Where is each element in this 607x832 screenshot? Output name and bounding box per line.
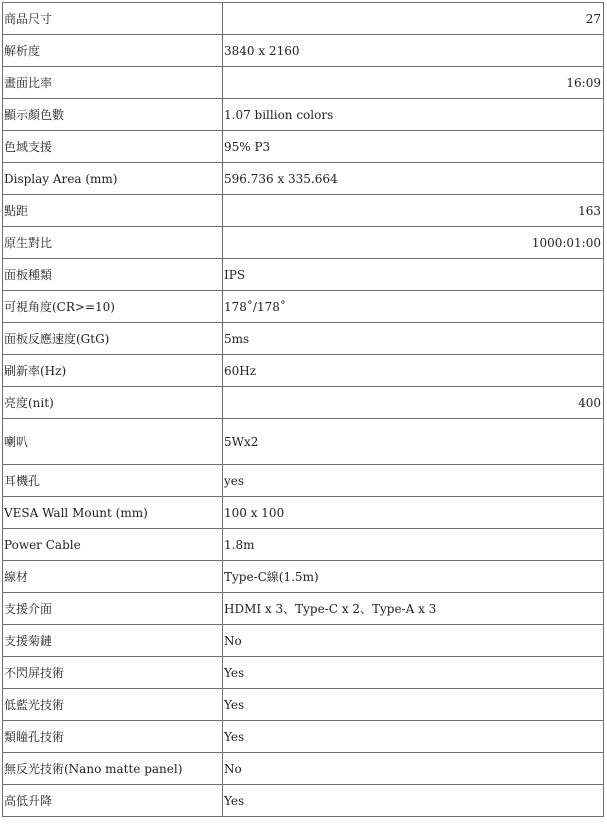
spec-label: 不閃屏技術 xyxy=(3,657,223,689)
spec-value: Type-C線(1.5m) xyxy=(223,561,604,593)
spec-label: 線材 xyxy=(3,561,223,593)
table-row xyxy=(3,291,604,323)
spec-value: 5Wx2 xyxy=(223,419,604,465)
spec-label: 無反光技術(Nano matte panel) xyxy=(3,753,223,785)
spec-value: 60Hz xyxy=(223,355,604,387)
spec-value: 596.736 x 335.664 xyxy=(223,163,604,195)
spec-value: No xyxy=(223,625,604,657)
spec-value: No xyxy=(223,753,604,785)
spec-value: Yes xyxy=(223,689,604,721)
table-row xyxy=(3,625,604,657)
spec-label: 耳機孔 xyxy=(3,465,223,497)
spec-label: 顯示顏色數 xyxy=(3,99,223,131)
table-row xyxy=(3,323,604,355)
spec-value: 400 xyxy=(223,387,604,419)
spec-value: 27 xyxy=(223,3,604,35)
spec-value: Yes xyxy=(223,721,604,753)
spec-table-body xyxy=(3,3,604,817)
spec-label: 低藍光技術 xyxy=(3,689,223,721)
spec-label: 刷新率(Hz) xyxy=(3,355,223,387)
spec-label: 高低升降 xyxy=(3,785,223,817)
spec-value: 3840 x 2160 xyxy=(223,35,604,67)
spec-value: 163 xyxy=(223,195,604,227)
table-row xyxy=(3,529,604,561)
spec-label: 解析度 xyxy=(3,35,223,67)
spec-label: 亮度(nit) xyxy=(3,387,223,419)
spec-label: 面板種類 xyxy=(3,259,223,291)
spec-value: 1.07 billion colors xyxy=(223,99,604,131)
table-row xyxy=(3,35,604,67)
table-row xyxy=(3,195,604,227)
spec-label: 支援介面 xyxy=(3,593,223,625)
table-row xyxy=(3,67,604,99)
table-row xyxy=(3,785,604,817)
spec-value: IPS xyxy=(223,259,604,291)
spec-label: 點距 xyxy=(3,195,223,227)
table-row xyxy=(3,387,604,419)
table-row xyxy=(3,689,604,721)
table-row xyxy=(3,227,604,259)
spec-label: 可視角度(CR>=10) xyxy=(3,291,223,323)
table-row xyxy=(3,163,604,195)
spec-label: 原生對比 xyxy=(3,227,223,259)
table-row xyxy=(3,99,604,131)
spec-value: Yes xyxy=(223,657,604,689)
spec-label: Power Cable xyxy=(3,529,223,561)
table-row xyxy=(3,753,604,785)
table-row xyxy=(3,497,604,529)
table-row xyxy=(3,131,604,163)
spec-label: 色域支援 xyxy=(3,131,223,163)
spec-value: 178˚/178˚ xyxy=(223,291,604,323)
spec-label: 畫面比率 xyxy=(3,67,223,99)
spec-label: VESA Wall Mount (mm) xyxy=(3,497,223,529)
spec-label: 面板反應速度(GtG) xyxy=(3,323,223,355)
spec-value: 1000:01:00 xyxy=(223,227,604,259)
table-row xyxy=(3,721,604,753)
table-row xyxy=(3,593,604,625)
spec-value: 16:09 xyxy=(223,67,604,99)
table-row xyxy=(3,3,604,35)
spec-value: HDMI x 3、Type-C x 2、Type-A x 3 xyxy=(223,593,604,625)
table-row xyxy=(3,657,604,689)
spec-label: 類瞳孔技術 xyxy=(3,721,223,753)
spec-label: 支援菊鏈 xyxy=(3,625,223,657)
spec-table xyxy=(2,2,604,817)
table-row xyxy=(3,259,604,291)
spec-value: yes xyxy=(223,465,604,497)
table-row xyxy=(3,561,604,593)
spec-label: 商品尺寸 xyxy=(3,3,223,35)
table-row xyxy=(3,355,604,387)
table-row xyxy=(3,465,604,497)
spec-label: Display Area (mm) xyxy=(3,163,223,195)
spec-label: 喇叭 xyxy=(3,419,223,465)
spec-value: 100 x 100 xyxy=(223,497,604,529)
spec-value: 5ms xyxy=(223,323,604,355)
spec-value: 1.8m xyxy=(223,529,604,561)
spec-value: 95% P3 xyxy=(223,131,604,163)
table-row xyxy=(3,419,604,465)
spec-value: Yes xyxy=(223,785,604,817)
